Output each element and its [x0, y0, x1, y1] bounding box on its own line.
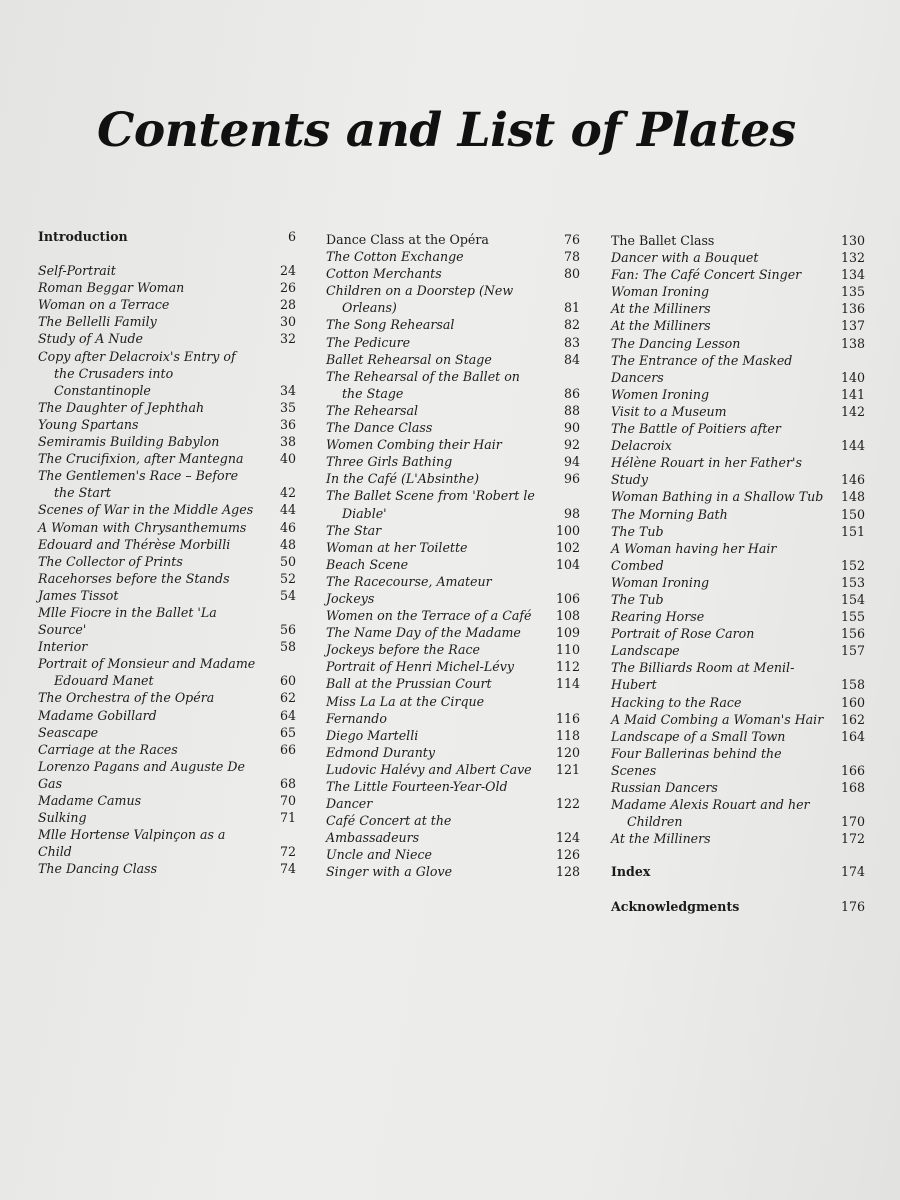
entry-page-number: 6 [287, 229, 296, 244]
plate-entry [38, 792, 296, 809]
entry-title: Woman Ironing [611, 284, 710, 300]
plate-entry [326, 334, 580, 351]
entry-title: The Dancing Lesson [611, 335, 741, 351]
plate-entry [326, 761, 580, 778]
entry-page-number: 72 [279, 844, 296, 860]
entry-title: Children on a Doorstep (New Orleans) [326, 283, 514, 316]
plate-entry [326, 231, 580, 248]
plate-entry [38, 638, 296, 655]
entry-page-number: 30 [279, 314, 296, 330]
entry-page-number: 34 [279, 382, 296, 398]
plate-entry [611, 523, 865, 540]
entry-title: The Orchestra of the Opéra [38, 690, 215, 706]
entry-title: Semiramis Building Babylon [38, 434, 220, 450]
entry-page-number: 138 [840, 335, 865, 351]
entry-page-number: 82 [563, 317, 580, 333]
entry-page-number: 134 [840, 267, 865, 283]
plate-entry [326, 351, 580, 368]
entry-page-number: 156 [840, 626, 865, 642]
entry-title: Mlle Fiocre in the Ballet 'La Source' [38, 604, 217, 638]
plate-entry [38, 553, 296, 570]
plate-entry [611, 591, 865, 608]
entry-page-number: 164 [840, 728, 865, 744]
plate-entry [38, 519, 296, 536]
plate-entry [38, 587, 296, 604]
plate-entry [611, 625, 865, 642]
entry-page-number: 70 [279, 793, 296, 808]
entry-page-number: 48 [279, 536, 296, 552]
entry-page-number: 40 [279, 451, 296, 467]
plate-entry [38, 570, 296, 587]
plate-entry [38, 416, 296, 433]
entry-page-number: 112 [555, 659, 580, 675]
entry-page-number: 114 [555, 676, 580, 692]
plate-entry [38, 758, 296, 792]
entry-title: Landscape [611, 643, 680, 659]
plate-entry [611, 574, 865, 591]
plate-entry [326, 863, 580, 880]
entry-title: Beach Scene [326, 556, 409, 572]
entry-title: Seascape [38, 724, 99, 740]
plate-entry [326, 727, 580, 744]
entry-title: Miss La La at the Cirque Fernando [326, 693, 485, 726]
entry-title: Visit to a Museum [611, 403, 727, 419]
entry-title: Madame Gobillard [38, 707, 157, 723]
entry-title: Woman Ironing [611, 574, 710, 590]
plate-entry [611, 488, 865, 505]
entry-title: At the Milliners [611, 318, 711, 334]
plate-entry [326, 641, 580, 658]
entry-page-number: 98 [563, 505, 580, 521]
entry-title: Roman Beggar Woman [38, 280, 185, 296]
entry-page-number: 137 [840, 318, 865, 334]
entry-title: The Rehearsal of the Ballet on the Stage [326, 368, 520, 401]
entry-page-number: 76 [563, 232, 580, 247]
plate-entry [38, 433, 296, 450]
entry-page-number: 170 [840, 814, 865, 830]
entry-title: Woman at her Toilette [326, 539, 468, 555]
plate-entry [38, 724, 296, 741]
plate-entry [611, 454, 865, 488]
plate-entry [326, 316, 580, 333]
entry-title: Singer with a Glove [326, 864, 453, 880]
plate-entry [611, 830, 865, 847]
plate-entry [611, 694, 865, 711]
entry-page-number: 166 [840, 762, 865, 778]
entry-title: The Tub [611, 591, 664, 607]
entry-title: The Song Rehearsal [326, 317, 455, 333]
entry-title: The Daughter of Jephthah [38, 399, 205, 415]
entry-page-number: 68 [279, 775, 296, 791]
plate-entry [326, 675, 580, 692]
plate-entry [326, 693, 580, 727]
entry-title: Study of A Nude [38, 331, 143, 347]
plate-entry [611, 540, 865, 574]
entry-page-number: 172 [840, 831, 865, 847]
entry-page-number: 144 [840, 438, 865, 454]
entry-page-number: 130 [840, 233, 865, 248]
entry-title: Madame Alexis Rouart and her Children [611, 797, 810, 830]
contents-column-1 [38, 228, 296, 877]
plate-entry [38, 262, 296, 279]
entry-title: Portrait of Monsieur and Madame Edouard Manet [38, 656, 256, 689]
plate-entry [326, 265, 580, 282]
entry-title: Edmond Duranty [326, 744, 435, 760]
entry-page-number: 60 [279, 673, 296, 689]
entry-page-number: 54 [279, 587, 296, 603]
entry-title: Portrait of Henri Michel-Lévy [326, 659, 514, 675]
plate-entry [38, 313, 296, 330]
entry-title: Four Ballerinas behind the Scenes [611, 745, 782, 778]
entry-title: The Star [326, 522, 382, 538]
contents-section-entry [38, 228, 296, 245]
plate-entry [326, 487, 580, 521]
plate-entry [326, 812, 580, 846]
entry-page-number: 46 [279, 519, 296, 535]
plate-entry [326, 419, 580, 436]
entry-title: Madame Camus [38, 793, 142, 808]
entry-page-number: 152 [840, 557, 865, 573]
entry-page-number: 135 [840, 284, 865, 300]
entry-title: At the Milliners [611, 301, 711, 317]
entry-title: Russian Dancers [611, 780, 718, 795]
entry-page-number: 160 [840, 694, 865, 710]
entry-title: The Cotton Exchange [326, 249, 464, 265]
entry-title: Café Concert at the Ambassadeurs [326, 813, 452, 846]
entry-title: The Racecourse, Amateur Jockeys [326, 573, 492, 606]
plate-entry [38, 330, 296, 347]
entry-title: Diego Martelli [326, 727, 419, 743]
entry-title: The Dancing Class [38, 861, 158, 877]
entry-title: Ball at the Prussian Court [326, 676, 492, 692]
entry-page-number: 153 [840, 574, 865, 590]
entry-page-number: 38 [279, 434, 296, 450]
plate-entry [611, 745, 865, 779]
plate-entry [611, 642, 865, 659]
entry-page-number: 66 [279, 741, 296, 757]
entry-page-number: 32 [279, 331, 296, 347]
entry-page-number: 168 [840, 780, 865, 795]
plate-entry [38, 450, 296, 467]
plate-entry [611, 728, 865, 745]
entry-title: The Ballet Scene from 'Robert le Diable' [326, 488, 535, 521]
plate-entry [611, 420, 865, 454]
entry-page-number: 124 [555, 830, 580, 846]
entry-title: Cotton Merchants [326, 266, 442, 282]
plate-entry [38, 707, 296, 724]
entry-title: Women on the Terrace of a Café [326, 608, 532, 624]
contents-section-entry [611, 863, 865, 880]
entry-title: The Pedicure [326, 334, 411, 350]
entry-title: Uncle and Niece [326, 847, 432, 863]
plate-entry [326, 573, 580, 607]
plate-entry [38, 536, 296, 553]
plate-entry [326, 368, 580, 402]
entry-page-number: 121 [555, 761, 580, 777]
entry-page-number: 109 [555, 625, 580, 641]
entry-page-number: 146 [840, 472, 865, 488]
plate-entry [611, 403, 865, 420]
entry-page-number: 100 [555, 522, 580, 538]
entry-page-number: 155 [840, 609, 865, 625]
entry-page-number: 102 [555, 539, 580, 555]
entry-page-number: 92 [563, 437, 580, 453]
entry-title: A Woman having her Hair Combed [611, 540, 777, 573]
entry-title: The Billiards Room at Menil-Hubert [611, 660, 795, 693]
entry-page-number: 106 [555, 590, 580, 606]
entry-title: The Battle of Poitiers after Delacroix [611, 421, 781, 454]
entry-title: Hélène Rouart in her Father's Study [611, 455, 802, 488]
entry-page-number: 142 [840, 403, 865, 419]
plate-entry [611, 232, 865, 249]
plate-entry [326, 248, 580, 265]
plate-entry [38, 809, 296, 826]
entry-page-number: 26 [279, 280, 296, 296]
entry-title: At the Milliners [611, 831, 711, 847]
entry-page-number: 136 [840, 301, 865, 317]
plate-entry [38, 467, 296, 501]
entry-page-number: 78 [563, 249, 580, 265]
entry-page-number: 158 [840, 677, 865, 693]
entry-title: Sulking [38, 810, 87, 826]
entry-title: The Rehearsal [326, 402, 418, 418]
plate-entry [326, 539, 580, 556]
plate-entry [38, 501, 296, 518]
entry-page-number: 74 [279, 861, 296, 877]
entry-title: Mlle Hortense Valpinçon as a Child [38, 827, 226, 860]
entry-title: A Maid Combing a Woman's Hair [611, 711, 824, 727]
contents-section-entry [611, 898, 865, 915]
entry-page-number: 94 [563, 454, 580, 470]
plate-entry [38, 655, 296, 689]
entry-page-number: 128 [555, 864, 580, 880]
plate-entry [38, 399, 296, 416]
entry-page-number: 118 [555, 727, 580, 743]
plate-entry [326, 453, 580, 470]
entry-page-number: 122 [555, 796, 580, 812]
entry-title: Copy after Delacroix's Entry of the Crusaders into Constantinople [38, 348, 236, 398]
entry-title: Landscape of a Small Town [611, 728, 786, 744]
plate-entry [611, 249, 865, 266]
plate-entry [326, 522, 580, 539]
plate-entry [611, 386, 865, 403]
entry-page-number: 28 [279, 297, 296, 313]
plate-entry [38, 826, 296, 860]
entry-page-number: 154 [840, 591, 865, 607]
entry-page-number: 65 [279, 724, 296, 740]
entry-page-number: 140 [840, 369, 865, 385]
plate-entry [38, 296, 296, 313]
entry-page-number: 120 [555, 744, 580, 760]
plate-entry [611, 266, 865, 283]
entry-page-number: 52 [279, 570, 296, 586]
entry-title: Scenes of War in the Middle Ages [38, 502, 254, 518]
plate-entry [38, 348, 296, 399]
entry-title: The Dance Class [326, 420, 433, 436]
entry-title: The Morning Bath [611, 506, 728, 522]
entry-page-number: 24 [279, 263, 296, 279]
plate-entry [326, 556, 580, 573]
entry-page-number: 36 [279, 416, 296, 432]
plate-entry [326, 470, 580, 487]
entry-title: Edouard and Thérèse Morbilli [38, 536, 231, 552]
entry-title: The Bellelli Family [38, 314, 157, 330]
entry-title: Rearing Horse [611, 609, 705, 625]
entry-page-number: 116 [555, 710, 580, 726]
entry-page-number: 62 [279, 690, 296, 706]
entry-page-number: 150 [840, 506, 865, 522]
contents-column-2 [326, 231, 580, 881]
plate-entry [326, 846, 580, 863]
plate-entry [326, 624, 580, 641]
plate-entry [611, 608, 865, 625]
plate-entry [38, 689, 296, 706]
entry-title: Lorenzo Pagans and Auguste De Gas [38, 758, 245, 791]
plate-entry [326, 436, 580, 453]
entry-title: Dance Class at the Opéra [326, 232, 489, 247]
entry-title: Ballet Rehearsal on Stage [326, 351, 492, 367]
entry-title: The Entrance of the Masked Dancers [611, 352, 793, 385]
entry-title: Ludovic Halévy and Albert Cave [326, 761, 532, 777]
entry-title: The Tub [611, 523, 664, 539]
entry-title: Racehorses before the Stands [38, 570, 230, 586]
entry-page-number: 58 [279, 639, 296, 655]
entry-title: James Tissot [38, 587, 119, 603]
entry-title: The Crucifixion, after Mantegna [38, 451, 244, 467]
plate-entry [38, 604, 296, 638]
entry-title: In the Café (L'Absinthe) [326, 471, 480, 487]
entry-title: Women Combing their Hair [326, 437, 502, 453]
entry-page-number: 84 [563, 351, 580, 367]
entry-page-number: 132 [840, 250, 865, 266]
entry-title: Women Ironing [611, 386, 710, 402]
entry-page-number: 90 [563, 420, 580, 436]
entry-title: Hacking to the Race [611, 694, 742, 710]
entry-page-number: 81 [563, 300, 580, 316]
contents-column-3 [611, 232, 865, 916]
entry-title: Portrait of Rose Caron [611, 626, 755, 642]
entry-title: A Woman with Chrysanthemums [38, 519, 247, 535]
entry-page-number: 35 [279, 399, 296, 415]
entry-title: Introduction [38, 229, 128, 244]
plate-entry [611, 335, 865, 352]
plate-entry [611, 711, 865, 728]
plate-entry [611, 352, 865, 386]
plate-entry [326, 778, 580, 812]
entry-page-number: 44 [279, 502, 296, 518]
entry-page-number: 83 [563, 334, 580, 350]
entry-title: Self-Portrait [38, 263, 116, 279]
entry-title: Fan: The Café Concert Singer [611, 267, 802, 283]
entry-page-number: 96 [563, 471, 580, 487]
plate-entry [38, 860, 296, 877]
entry-page-number: 151 [840, 523, 865, 539]
plate-entry [326, 282, 580, 316]
entry-page-number: 56 [279, 622, 296, 638]
entry-page-number: 88 [563, 402, 580, 418]
plate-entry [611, 300, 865, 317]
entry-page-number: 108 [555, 608, 580, 624]
entry-page-number: 86 [563, 385, 580, 401]
entry-page-number: 71 [279, 810, 296, 826]
entry-title: Young Spartans [38, 416, 139, 432]
entry-title: Woman Bathing in a Shallow Tub [611, 489, 824, 505]
plate-entry [326, 744, 580, 761]
plate-entry [611, 283, 865, 300]
entry-title: Index [611, 864, 651, 880]
plate-entry [611, 317, 865, 334]
plate-entry [611, 779, 865, 796]
entry-page-number: 64 [279, 707, 296, 723]
entry-title: The Little Fourteen-Year-Old Dancer [326, 779, 508, 812]
plate-entry [326, 658, 580, 675]
entry-title: Three Girls Bathing [326, 454, 453, 470]
entry-page-number: 50 [279, 553, 296, 569]
entry-title: Carriage at the Races [38, 741, 178, 757]
plate-entry [38, 741, 296, 758]
entry-page-number: 126 [555, 847, 580, 863]
entry-page-number: 162 [840, 711, 865, 727]
entry-page-number: 104 [555, 556, 580, 572]
entry-title: Woman on a Terrace [38, 297, 170, 313]
entry-page-number: 148 [840, 489, 865, 505]
entry-page-number: 110 [555, 642, 580, 658]
entry-page-number: 176 [840, 899, 865, 915]
entry-page-number: 141 [840, 386, 865, 402]
plate-entry [38, 279, 296, 296]
entry-page-number: 80 [563, 266, 580, 282]
entry-title: Jockeys before the Race [326, 642, 480, 658]
entry-title: The Ballet Class [611, 233, 715, 248]
entry-title: Acknowledgments [611, 899, 740, 915]
plate-entry [326, 607, 580, 624]
entry-title: Interior [38, 639, 88, 655]
entry-title: The Name Day of the Madame [326, 625, 521, 641]
plate-entry [611, 796, 865, 830]
entry-title: The Gentlemen's Race – Before the Start [38, 468, 239, 501]
plate-entry [326, 402, 580, 419]
entry-page-number: 42 [279, 485, 296, 501]
entry-title: The Collector of Prints [38, 553, 183, 569]
entry-title: Dancer with a Bouquet [611, 250, 759, 266]
entry-page-number: 174 [840, 864, 865, 880]
plate-entry [611, 659, 865, 693]
plate-entry [611, 506, 865, 523]
entry-page-number: 157 [840, 643, 865, 659]
page-title: Contents and List of Plates [97, 103, 796, 158]
